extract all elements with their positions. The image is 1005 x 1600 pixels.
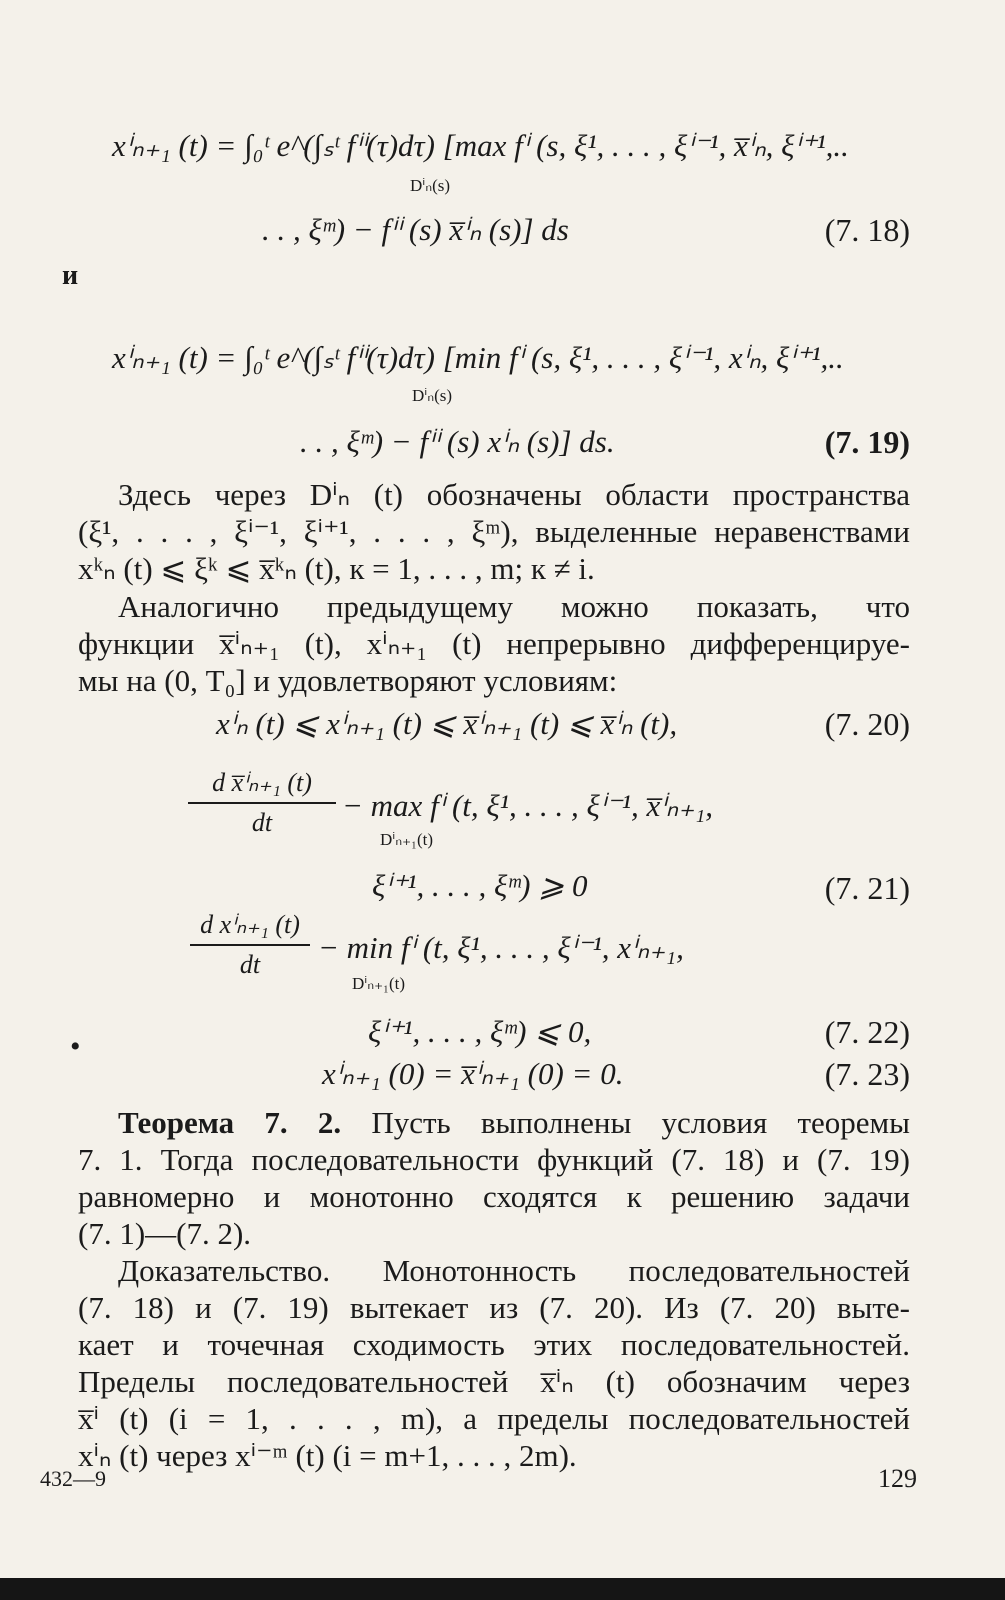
fraction-bar xyxy=(188,802,336,804)
equation-7-22-line2: ξⁱ⁺¹, . . . , ξᵐ) ⩽ 0, xyxy=(368,1014,592,1049)
scan-edge xyxy=(0,1578,1005,1600)
text-line: (ξ¹, . . . , ξⁱ⁻¹, ξⁱ⁺¹, . . . , ξᵐ), выделенные неравенствами xyxy=(78,514,910,549)
text-line: xⁱₙ (t) через xⁱ⁻ᵐ (t) (i = m+1, . . . , 2m). xyxy=(78,1438,577,1473)
theorem-text: Пусть выполнены условия теоремы xyxy=(341,1105,910,1140)
equation-7-21-fraction xyxy=(188,768,336,838)
equation-7-21-line2: ξⁱ⁺¹, . . . , ξᵐ) ⩾ 0 xyxy=(372,868,588,903)
text-line: функции x̅ⁱₙ₊₁ (t), xⁱₙ₊₁ (t) непрерывно дифференцируе- xyxy=(78,626,910,661)
equation-7-18-domain: Dⁱₙ(s) xyxy=(410,176,451,195)
theorem-label: Теорема 7. 2. xyxy=(118,1105,342,1140)
fraction-denominator: dt xyxy=(239,950,261,979)
equation-7-21-domain: Dⁱₙ₊₁(t) xyxy=(380,830,434,849)
equation-7-19-domain: Dⁱₙ(s) xyxy=(412,386,453,405)
theorem-7-2 xyxy=(78,1104,910,1252)
equation-7-21-line1: − max fⁱ (t, ξ¹, . . . , ξⁱ⁻¹, x̅ⁱₙ₊₁, xyxy=(342,788,713,823)
text-line: Доказательство. Монотонность последовательностей xyxy=(118,1253,910,1288)
page-number: 129 xyxy=(878,1464,917,1493)
printer-signature: 432—9 xyxy=(40,1466,106,1491)
equation-7-18-line1: xⁱₙ₊₁ (t) = ∫₀ᵗ e^(∫ₛᵗ fⁱⁱ(τ)dτ) [max fⁱ (s, ξ¹, . . . , ξⁱ⁻¹, x̅ⁱₙ, ξⁱ⁺¹,.. xyxy=(112,128,849,163)
equation-7-21-number: (7. 21) xyxy=(824,870,910,906)
equation-7-20-number: (7. 20) xyxy=(824,706,910,742)
text-line: Аналогично предыдущему можно показать, что xyxy=(118,589,910,624)
connector-word: и xyxy=(62,260,79,291)
equation-7-23-number: (7. 23) xyxy=(824,1056,910,1092)
equation-7-19-line2: . . , ξᵐ) − fⁱⁱ (s) xⁱₙ (s)] ds. xyxy=(300,424,615,459)
text-line: (7. 1)—(7. 2). xyxy=(78,1216,252,1251)
text-line: кает и точечная сходимость этих последовательностей. xyxy=(78,1327,910,1362)
fraction-numerator: d x̅ⁱₙ₊₁ (t) xyxy=(212,768,312,797)
text-line: мы на (0, T₀] и удовлетворяют условиям: xyxy=(78,663,618,698)
text-line xyxy=(78,1104,910,1141)
equation-7-22-line1: − min fⁱ (t, ξ¹, . . . , ξⁱ⁻¹, xⁱₙ₊₁, xyxy=(318,930,684,965)
text-line: Здесь через Dⁱₙ (t) обозначены области пространства xyxy=(118,477,910,512)
equation-7-22-fraction xyxy=(190,910,310,980)
equation-7-18-line2: . . , ξᵐ) − fⁱⁱ (s) x̅ⁱₙ (s)] ds xyxy=(262,212,569,247)
paragraph-domain-definition xyxy=(78,476,910,587)
equation-7-22-domain: Dⁱₙ₊₁(t) xyxy=(352,974,406,993)
text-line: равномерно и монотонно сходятся к решению задачи xyxy=(78,1179,910,1214)
text-line: 7. 1. Тогда последовательности функций (7. 18) и (7. 19) xyxy=(78,1142,910,1177)
equation-7-19-number: (7. 19) xyxy=(824,424,910,460)
equation-7-23: xⁱₙ₊₁ (0) = x̅ⁱₙ₊₁ (0) = 0. xyxy=(322,1056,624,1091)
fraction-denominator: dt xyxy=(251,808,273,837)
text-line: Пределы последовательностей x̅ⁱₙ (t) обозначим через xyxy=(78,1364,910,1399)
equation-7-18-number: (7. 18) xyxy=(824,212,910,248)
fraction-bar xyxy=(190,944,310,946)
equation-7-19-line1: xⁱₙ₊₁ (t) = ∫₀ᵗ e^(∫ₛᵗ fⁱⁱ(τ)dτ) [min fⁱ (s, ξ¹, . . . , ξⁱ⁻¹, xⁱₙ, ξⁱ⁺¹,.. xyxy=(112,340,844,375)
proof-paragraph xyxy=(78,1252,910,1474)
paragraph-analogy xyxy=(78,588,910,699)
margin-dot: • xyxy=(70,1030,81,1063)
fraction-numerator: d xⁱₙ₊₁ (t) xyxy=(200,910,300,939)
equation-7-22-number: (7. 22) xyxy=(824,1014,910,1050)
text-line: (7. 18) и (7. 19) вытекает из (7. 20). Из (7. 20) выте- xyxy=(78,1290,910,1325)
text-line: x̅ⁱ (t) (i = 1, . . . , m), а пределы последовательностей xyxy=(78,1401,910,1436)
text-line: xᵏₙ (t) ⩽ ξᵏ ⩽ x̅ᵏₙ (t), к = 1, . . . , m; к ≠ i. xyxy=(78,551,595,586)
equation-7-20: xⁱₙ (t) ⩽ xⁱₙ₊₁ (t) ⩽ x̅ⁱₙ₊₁ (t) ⩽ x̅ⁱₙ (t), xyxy=(216,706,678,741)
